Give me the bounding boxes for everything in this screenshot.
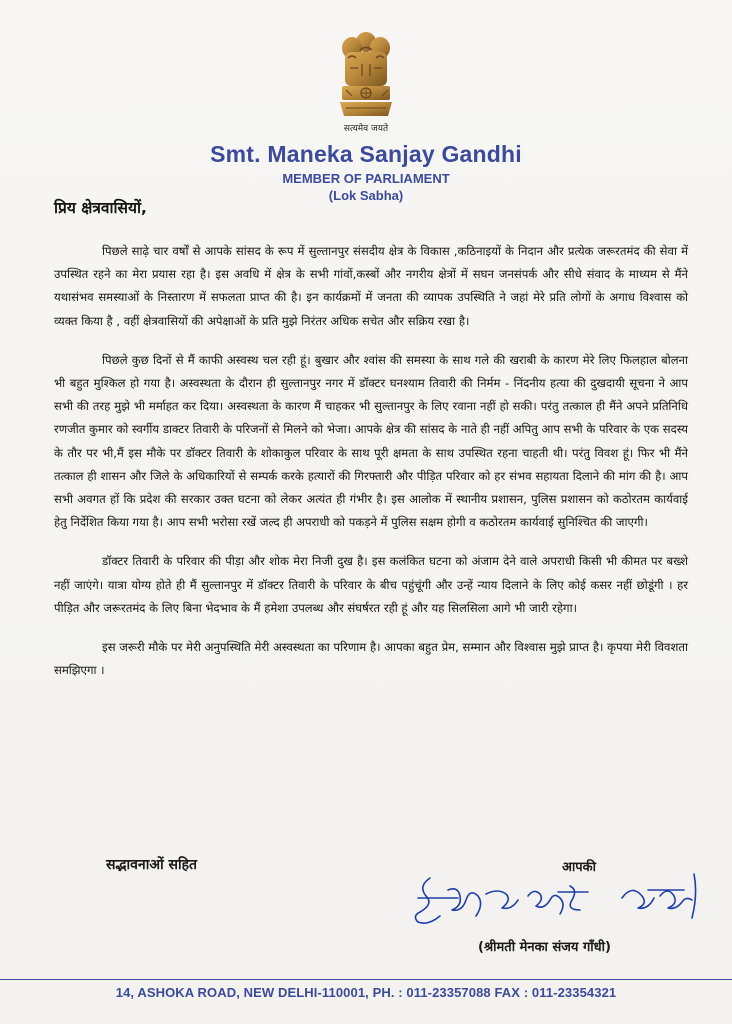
salutation: प्रिय क्षेत्रवासियों, [54, 199, 147, 217]
letter-body [54, 196, 688, 698]
letterhead-name: Smt. Maneka Sanjay Gandhi [210, 141, 522, 167]
handwritten-signature [408, 868, 718, 934]
footer-address: 14, ASHOKA ROAD, NEW DELHI-110001, PH. : 011-23357088 FAX : 011-23354321 [115, 985, 617, 1000]
yours-label: आपकी [562, 860, 597, 875]
letterhead-emblem [326, 28, 406, 138]
paragraph-2: पिछले कुछ दिनों से मैं काफी अस्वस्थ चल रही हूं। बुखार और श्वांस की समस्या के साथ गले की खराबी के कारण मेरे लिए फिलहाल बोलना भी बहुत मुश्किल हो गया है। अस्वस्थता के दौरान ही सुल्तानपुर नगर में डॉक्टर घनश्याम तिवारी की निर्मम - निंदनीय हत्या की दुखदायी सूचना ने आप सभी की तरह मुझे भी मर्माहत कर दिया। अस्वस्थता के कारण मैं चाहकर भी सुल्तानपुर के लिए रवाना नहीं हो सकी। परंतु तत्काल ही मैंने अपने प्रतिनिधि रणजीत कुमार को स्वर्गीय डाक्टर तिवारी के परिजनों से मिलने को भेजा। आपके क्षेत्र की सांसद के नाते ही नहीं अपितु आप सभी के परिवार के एक सदस्य के तौर पर भी,मैं इस मौके पर डॉक्टर तिवारी के शोकाकुल परिवार के साथ पूरी क्षमता के साथ उपस्थित रहना चाहती थी। परंतु विवश हूं। फिर भी मैंने तत्काल ही शासन और जिले के अधिकारियों से सम्पर्क करके हत्यारों की गिरफ्तारी और पीड़ित परिवार को हर संभव सहायता दिलाने की मांग की है। आप सभी अवगत हों कि प्रदेश की सरकार उक्त घटना को लेकर अत्यंत ही गंभीर है। इस आलोक में स्थानीय प्रशासन, पुलिस प्रशासन को कठोरतम कार्यवाई हेतु निर्देशित किया गया है। आप सभी भरोसा रखें जल्द ही अपराधी को पकड़ने में पुलिस सक्षम होगी व कठोरतम कार्यवाई सुनिश्चित की जाएगी। [54, 352, 688, 530]
closing-greeting: सद्भावनाओं सहित [106, 857, 198, 873]
paragraph-1: पिछले साढ़े चार वर्षों से आपके सांसद के रूप में सुल्तानपुर संसदीय क्षेत्र के विकास ,कठिनाइयों के निदान और प्रत्येक जरूरतमंद की सेवा में उपस्थित रहने का मेरा प्रयास रहा है। इस अवधि में क्षेत्र के सभी गांवों,कस्बों और नगरीय क्षेत्रों में सघन जनसंपर्क और सीधे संवाद के माध्यम से मैंने यथासंभव समस्याओं के निस्तारण में सफलता प्राप्त की है। इन कार्यक्रमों में जनता की व्यापक उपस्थिति ने जहां मेरे प्रति लोगों के अगाध विश्वास को व्यक्त किया है , वहीं क्षेत्रवासियों की अपेक्षाओं के प्रति मुझे निरंतर अधिक सचेत और सक्रिय रखा है। [54, 244, 688, 328]
signatory-name: (श्रीमती मेनका संजय गाँधी) [478, 940, 611, 955]
national-emblem-icon [326, 28, 406, 120]
member-of-parliament-label: MEMBER OF PARLIAMENT [282, 171, 450, 186]
emblem-motto: सत्यमेव जयते [343, 124, 389, 134]
house-label: (Lok Sabha) [328, 188, 404, 203]
paragraph-4: इस जरूरी मौके पर मेरी अनुपस्थिति मेरी अस्वस्थता का परिणाम है। आपका बहुत प्रेम, सम्मान और विश्वास मुझे प्राप्त है। कृपया मेरी विवशता समझिएगा । [54, 640, 688, 678]
footer-divider [0, 979, 732, 980]
paragraph-3: डॉक्टर तिवारी के परिवार की पीड़ा और शोक मेरा निजी दुख है। इस कलंकित घटना को अंजाम देने वाले अपराधी किसी भी कीमत पर बख्शे नहीं जाएंगे। यात्रा योग्य होते ही मैं सुल्तानपुर में डॉक्टर तिवारी के परिवार के बीच पहुंचूंगी और उन्हें न्याय दिलाने के लिए कोई कसर नहीं छोडूंगी । हर पीड़ित और जरूरतमंद के लिए बिना भेदभाव के मैं हमेशा उपलब्ध और संघर्षरत रही हूं और यह सिलसिला आगे भी जारी रहेगा। [54, 554, 688, 615]
